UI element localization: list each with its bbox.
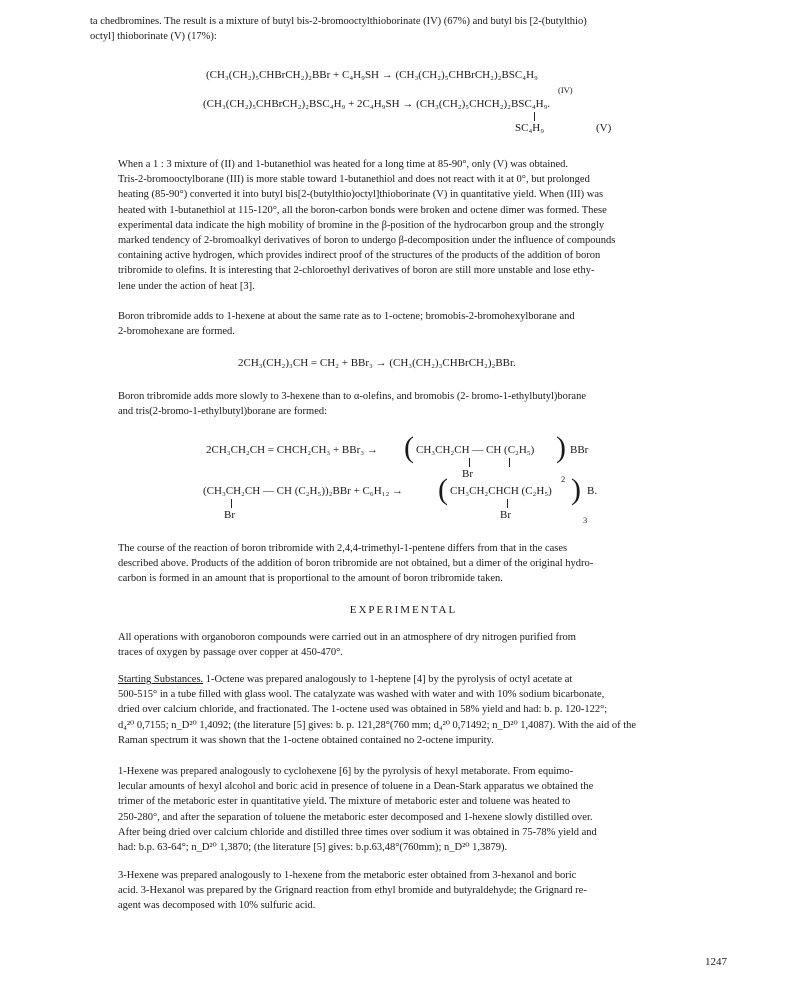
text-line: d₄²⁰ 0,7155; n_D²⁰ 1,4092; (the literature [5] gives: b. p. 121,28°(760 mm; d₄²⁰ 0,71492; n_D²⁰ 1,4087). With the aid of the (118, 719, 637, 731)
equation-2: (CH₃(CH₂)₅CHBrCH₂)₂BSC₄H₉ + 2C₄H₉SH → (CH₃(CH₂)₅CHCH₂)₂BSC₄H₉. (203, 98, 551, 110)
text-run: 1-Octene was prepared analogously to 1-heptene [4] by the pyrolysis of octyl acetate at (203, 674, 573, 685)
bracket-open: ( (404, 431, 414, 464)
text-line: Tris-2-bromooctylborane (III) is more stable toward 1-butanethiol and does not react with it at 0°, but prolonged (118, 174, 590, 186)
equation-5-boron: B. (587, 485, 598, 497)
text-line: octyl] thioborinate (V) (17%): (90, 31, 217, 43)
text-line: 3-Hexene was prepared analogously to 1-hexene from the metaboric ester obtained from 3-hexanol and boric (118, 870, 577, 881)
paragraph-starting-substances (90, 672, 762, 748)
equation-4-reactants: 2CH₃CH₂CH = CHCH₂CH₃ + BBr₃ → (206, 444, 378, 456)
text-line: acid. 3-Hexanol was prepared by the Grignard reaction from ethyl bromide and butyraldehyde; the Grignard re- (118, 885, 587, 897)
equation-3: 2CH₃(CH₂)₃CH = CH₂ + BBr₃ → (CH₃(CH₂)₃CHBrCH₂)₂BBr. (238, 357, 516, 369)
text-line: Raman spectrum it was shown that the 1-octene obtained contained no 2-octene impurity. (118, 734, 494, 746)
text-line: trimer of the metaboric ester in quantitative yield. The mixture of metaboric ester and toluene was heated to (118, 796, 571, 808)
equation-1: (CH₃(CH₂)₅CHBrCH₂)₂BBr + C₄H₉SH → (CH₃(CH₂)₅CHBrCH₂)₂BSC₄H₉ (206, 69, 538, 81)
equation-5-product: CH₃CH₂CHCH (C₂H₅) (450, 485, 552, 497)
text-line: Boron tribromide adds to 1-hexene at about the same rate as to 1-octene; bromobis-2-bromohexylborane and (118, 311, 575, 322)
text-line: lecular amounts of hexyl alcohol and boric acid in presence of toluene in a Dean-Stark apparatus we obtained the (118, 781, 594, 793)
paragraph-stability (90, 157, 762, 294)
paragraph-hexene (90, 309, 762, 339)
equation-2-substituent: SC₄H₉ (515, 122, 545, 134)
text-line: dried over calcium chloride, and fractionated. The 1-octene used was obtained in 58% yield and had: b. p. 120-122°; (118, 704, 608, 716)
text-line: carbon is formed in an amount that is proportional to the amount of boron tribromide taken. (118, 573, 503, 585)
paragraph-1-hexene (90, 764, 762, 855)
bond-line (534, 112, 535, 121)
equation-5-reactants: (CH₃CH₂CH — CH (C₂H₅))₂BBr + C₆H₁₂ → (203, 485, 404, 497)
paragraph-nitrogen (90, 630, 762, 660)
equation-1-label: (IV) (558, 85, 573, 95)
bond-line (231, 499, 232, 508)
text-line: tribromide to olefins. It is interesting that 2-chloroethyl derivatives of boron are still more unstable and lose ethy- (118, 265, 595, 277)
text-line: heating (85-90°) converted it into butyl bis[2-(butylthio)octyl]thioborinate (V) in quantitative yield. When (III) was (118, 189, 604, 201)
paragraph-intro (90, 14, 762, 44)
text-line: All operations with organoboron compounds were carried out in an atmosphere of dry nitrogen purified from (118, 632, 576, 643)
text-line: traces of oxygen by passage over copper at 450-470°. (118, 647, 343, 659)
text-line: experimental data indicate the high mobility of bromine in the β-position of the hydrocarbon group and the strongly (118, 219, 605, 231)
text-line: 500-515° in a tube filled with glass wool. The catalyzate was washed with water and with 10% sodium bicarbonate, (118, 689, 605, 701)
text-line: 250-280°, and after the separation of toluene the metaboric ester decomposed and 1-hexene slowly distilled over. (118, 811, 593, 823)
text-line: had: b.p. 63-64°; n_D²⁰ 1,3870; (the literature [5] gives: b.p.63,48°(760mm); n_D²⁰ 1,3879). (118, 842, 508, 854)
bracket-close: ) (556, 431, 566, 464)
text-line: The course of the reaction of boron tribromide with 2,4,4-trimethyl-1-pentene differs from that in the cases (118, 543, 568, 554)
text-line (90, 672, 762, 687)
text-line: containing active hydrogen, which provides indirect proof of the structures of the products of the addition of boron (118, 250, 601, 262)
equation-4-product: CH₃CH₂CH — CH (C₂H₅) (416, 444, 535, 456)
text-line: lene under the action of heat [3]. (118, 280, 255, 292)
text-line: When a 1 : 3 mixture of (II) and 1-butanethiol was heated for a long time at 85-90°, only (V) was obtained. (118, 159, 569, 170)
paragraph-3-hexene-prep (90, 868, 762, 914)
text-line: Boron tribromide adds more slowly to 3-hexene than to α-olefins, and bromobis (2- bromo-1-ethylbutyl)borane (118, 391, 586, 402)
page-number: 1247 (705, 956, 727, 968)
paragraph-3-hexene (90, 389, 762, 419)
text-line: 1-Hexene was prepared analogously to cyclohexene [6] by the pyrolysis of hexyl metaborate. From equimo- (118, 766, 574, 777)
text-line: described above. Products of the addition of boron tribromide are not obtained, but a dimer of the original hydro- (118, 558, 594, 570)
bracket-close: ) (571, 473, 581, 506)
equation-5-bromine-left: Br (224, 509, 235, 521)
bond-line (507, 499, 508, 508)
equation-4-boron: BBr (570, 444, 589, 456)
equation-4-bromine: Br (462, 468, 473, 480)
bracket-open: ( (438, 473, 448, 506)
equation-4-subscript: 2 (561, 474, 566, 484)
text-line: ta chedbromines. The result is a mixture of butyl bis-2-bromooctylthioborinate (IV) (67%) and butyl bis [2-(butylthio) (90, 16, 587, 27)
equation-2-label: (V) (596, 122, 612, 134)
paragraph-trimethylpentene (90, 541, 762, 587)
text-line: agent was decomposed with 10% sulfuric acid. (118, 900, 316, 912)
text-line: and tris(2-bromo-1-ethylbutyl)borane are formed: (118, 406, 328, 418)
section-heading: EXPERIMENTAL (349, 604, 458, 616)
equation-5-bromine-right: Br (500, 509, 511, 521)
text-line: marked tendency of 2-bromoalkyl derivatives of boron to undergo β-decomposition under the influence of compounds (118, 235, 616, 247)
bond-line (509, 458, 510, 467)
equation-5-subscript: 3 (583, 515, 588, 525)
text-line: After being dried over calcium chloride and distilled three times over sodium it was obtained in 75-78% yield and (118, 826, 597, 838)
bond-line (469, 458, 470, 467)
text-line: 2-bromohexane are formed. (118, 326, 235, 338)
text-line: heated with 1-butanethiol at 115-120°, all the boron-carbon bonds were broken and octene dimer was formed. These (118, 204, 607, 216)
subsection-label: Starting Substances. (118, 674, 204, 685)
